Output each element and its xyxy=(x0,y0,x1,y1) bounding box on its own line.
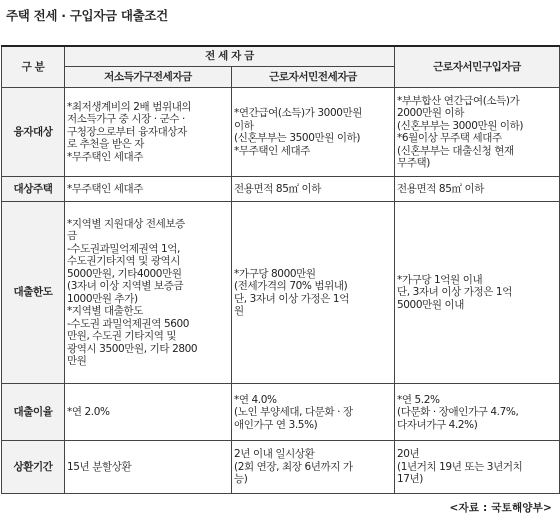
loan-limit-low-income-cell xyxy=(65,201,232,384)
target-housing-worker-jeonse-cell: 전용면적 85㎡ 이하 xyxy=(232,177,395,201)
cell-text-line: *연 4.0% xyxy=(234,393,277,406)
cell-text-line: 구청장으로부터 융자대상자 xyxy=(67,125,187,138)
cell-text-line: *연 5.2% xyxy=(397,393,440,406)
interest-worker-jeonse-cell xyxy=(232,384,395,441)
cell-text-line: *가구당 1억원 이내 xyxy=(397,273,483,286)
row-label-target-housing: 대상주택 xyxy=(2,177,65,201)
eligibility-low-income-cell xyxy=(65,88,232,177)
cell-text-line: 2000만원 이하 xyxy=(397,107,465,120)
repayment-worker-purchase-cell xyxy=(395,441,560,494)
cell-text-line: 만원 xyxy=(67,355,87,368)
cell-text-line: 애인가구 연 3.5%) xyxy=(234,418,318,431)
cell-text-line: *무주택인 세대주 xyxy=(234,144,310,157)
cell-text-line: 로 추천을 받은 자 xyxy=(67,138,145,151)
category-header: 구 분 xyxy=(2,46,65,88)
cell-text-line: 5000만원, 기타4000만원 xyxy=(67,267,182,280)
cell-text-line: 금 xyxy=(67,230,77,243)
cell-text-line: 다자녀가구 4.2%) xyxy=(397,418,478,431)
cell-text-line: *가구당 8000만원 xyxy=(234,267,316,280)
cell-text-line: (신혼부부는 3000만원 이하) xyxy=(397,119,524,132)
cell-text-line: 17년) xyxy=(397,473,424,486)
cell-text-line: (1년거치 19년 또는 3년거치 xyxy=(397,460,523,473)
cell-text-line: (전세가격의 70% 범위내) xyxy=(234,280,348,293)
repayment-low-income-cell: 15년 분할상환 xyxy=(65,441,232,494)
loan-limit-worker-purchase-cell xyxy=(395,201,560,384)
cell-text-line: *부부합산 연간급여(소득)가 xyxy=(397,94,520,107)
cell-text-line: 단, 3자녀 이상 가정은 1억 xyxy=(397,286,512,299)
cell-text-line: *지역별 대출한도 xyxy=(67,305,143,318)
worker-purchase-header: 근로자서민구입자금 xyxy=(395,46,560,88)
cell-text-line: 5000만원 이내 xyxy=(397,298,465,311)
target-housing-low-income-cell: *무주택인 세대주 xyxy=(65,177,232,201)
low-income-header: 저소득가구전세자금 xyxy=(65,66,232,87)
document-title: 주택 전세 · 구입자금 대출조건 xyxy=(6,8,168,23)
cell-text-line: 2년 이내 일시상환 xyxy=(234,448,315,461)
loan-limit-worker-jeonse-cell xyxy=(232,201,395,384)
cell-text-line: *최저생계비의 2배 범위내의 xyxy=(67,100,192,113)
cell-text-line: -수도권 과밀억제권역 5600 xyxy=(67,317,190,330)
cell-text-line: -수도권과밀억제권역 1억, xyxy=(67,242,180,255)
cell-text-line: (2회 연장, 최장 6년까지 가 xyxy=(234,460,353,473)
loan-conditions-table xyxy=(1,45,560,494)
cell-text-line: 원 xyxy=(234,305,244,318)
cell-text-line: 이하 xyxy=(234,119,254,132)
row-label-repayment: 상환기간 xyxy=(2,441,65,494)
cell-text-line: 20년 xyxy=(397,448,420,461)
cell-text-line: (노인 부양세대, 다문화 · 장 xyxy=(234,406,353,419)
cell-text-line: 수도권기타지역 및 광역시 xyxy=(67,255,181,268)
cell-text-line: (신혼부부는 대출신청 현재 xyxy=(397,144,514,157)
cell-text-line: (신혼부부는 3500만원 이하) xyxy=(234,132,361,145)
interest-worker-purchase-cell xyxy=(395,384,560,441)
cell-text-line: 만원, 수도권 기타지역 및 xyxy=(67,330,177,343)
cell-text-line: *연간급여(소득)가 3000만원 xyxy=(234,107,362,120)
cell-text-line: 광역시 3500만원, 기타 2800 xyxy=(67,342,198,355)
cell-text-line: (3자녀 이상 지역별 보증금 xyxy=(67,280,184,293)
eligibility-worker-purchase-cell xyxy=(395,88,560,177)
interest-low-income-cell: *연 2.0% xyxy=(65,384,232,441)
row-label-interest: 대출이율 xyxy=(2,384,65,441)
cell-text-line: 저소득가구 중 시장 · 군수 · xyxy=(67,113,185,126)
cell-text-line: *무주택인 세대주 xyxy=(67,150,143,163)
row-label-loan-limit: 대출한도 xyxy=(2,201,65,384)
row-label-eligibility: 융자대상 xyxy=(2,88,65,177)
jeonse-group-header: 전 세 자 금 xyxy=(65,46,395,66)
cell-text-line: 단, 3자녀 이상 가정은 1억 xyxy=(234,292,349,305)
cell-text-line: 1000만원 추가) xyxy=(67,292,138,305)
cell-text-line: 능) xyxy=(234,473,248,486)
cell-text-line: 무주택) xyxy=(397,157,430,170)
cell-text-line: *6월이상 무주택 세대주 xyxy=(397,132,502,145)
repayment-worker-jeonse-cell xyxy=(232,441,395,494)
eligibility-worker-jeonse-cell xyxy=(232,88,395,177)
worker-jeonse-header: 근로자서민전세자금 xyxy=(232,66,395,87)
target-housing-worker-purchase-cell: 전용면적 85㎡ 이하 xyxy=(395,177,560,201)
source-note: <자료 : 국토해양부> xyxy=(449,502,552,514)
cell-text-line: *지역별 지원대상 전세보증 xyxy=(67,217,185,230)
cell-text-line: (다문화 · 장애인가구 4.7%, xyxy=(397,406,519,419)
